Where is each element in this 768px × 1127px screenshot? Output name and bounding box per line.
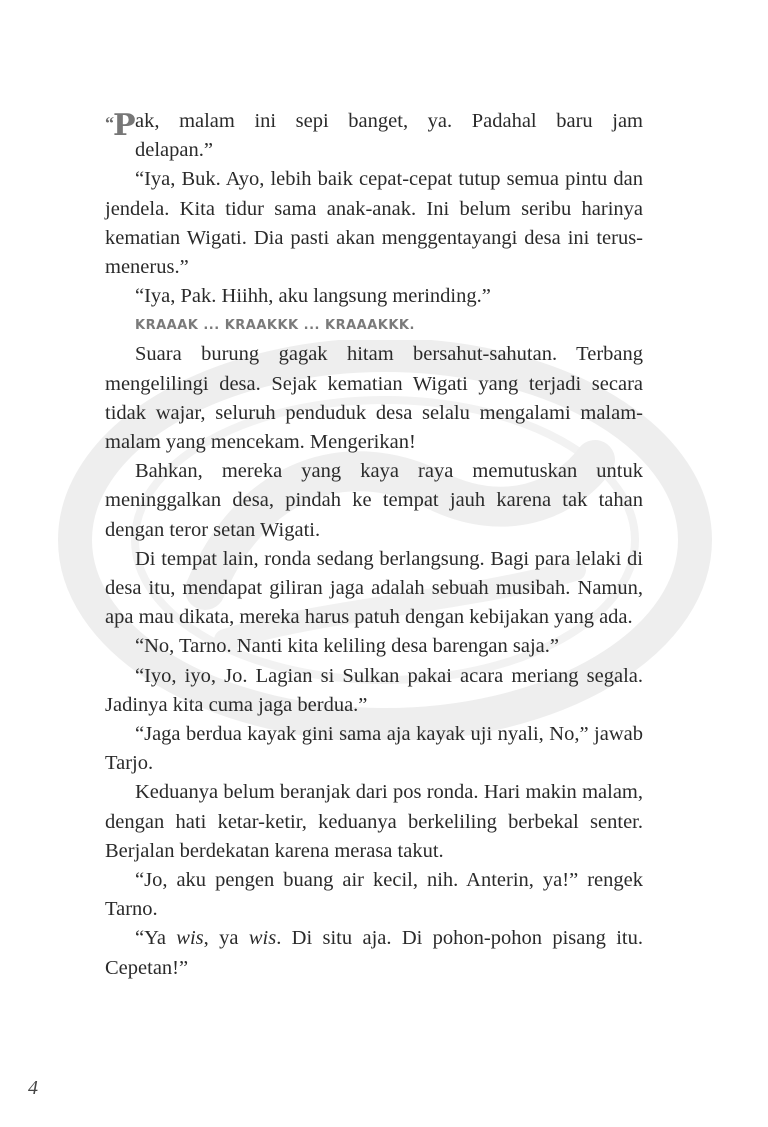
paragraph: “Iya, Buk. Ayo, lebih baik cepat-cepat tutup semua pintu dan jendela. Kita tidur sama anak-anak. Ini belum seribu harinya kematian Wigati. Dia pasti akan menggentayangi desa ini terus-menerus.” [105, 168, 643, 279]
paragraph: “Ya wis, ya wis. Di situ aja. Di pohon-pohon pisang itu. Cepetan!” [105, 927, 643, 979]
dropcap: “P [105, 108, 135, 143]
opening-line-2: delapan.” [135, 139, 213, 162]
paragraph-opening [105, 107, 643, 165]
opening-line-1: ak, malam ini sepi banget, ya. Padahal baru jam [135, 110, 643, 132]
paragraph: “No, Tarno. Nanti kita keliling desa barengan saja.” [135, 635, 559, 658]
paragraph: “Jaga berdua kayak gini sama aja kayak uji nyali, No,” jawab Tarjo. [105, 723, 643, 775]
book-page-text [105, 107, 643, 983]
paragraph: Keduanya belum beranjak dari pos ronda. Hari makin malam, dengan hati ketar-ketir, keduanya berkeliling berbekal senter. Berjalan berdekatan karena merasa takut. [105, 781, 643, 862]
paragraph: “Iya, Pak. Hiihh, aku langsung merinding.” [135, 285, 491, 308]
paragraph: “Iyo, iyo, Jo. Lagian si Sulkan pakai acara meriang segala. Jadinya kita cuma jaga berdua.” [105, 664, 643, 716]
paragraph: Bahkan, mereka yang kaya raya memutuskan untuk meninggalkan desa, pindah ke tempat jauh karena tak tahan dengan teror setan Wigati. [105, 460, 643, 541]
sound-effect: KRAAAK ... KRAAKKK ... KRAAAKKK. [135, 318, 415, 334]
paragraph: Suara burung gagak hitam bersahut-sahutan. Terbang mengelilingi desa. Sejak kematian Wigati yang terjadi secara tidak wajar, seluruh penduduk desa selalu mengalami malam-malam yang mencekam. Mengerikan! [105, 343, 643, 454]
page-number: 4 [28, 1077, 38, 1099]
paragraph: Di tempat lain, ronda sedang berlangsung. Bagi para lelaki di desa itu, mendapat giliran jaga adalah sebuah musibah. Namun, apa mau dikata, mereka harus patuh dengan kebijakan yang ada. [105, 547, 643, 629]
paragraph: “Jo, aku pengen buang air kecil, nih. Anterin, ya!” rengek Tarno. [105, 869, 643, 921]
